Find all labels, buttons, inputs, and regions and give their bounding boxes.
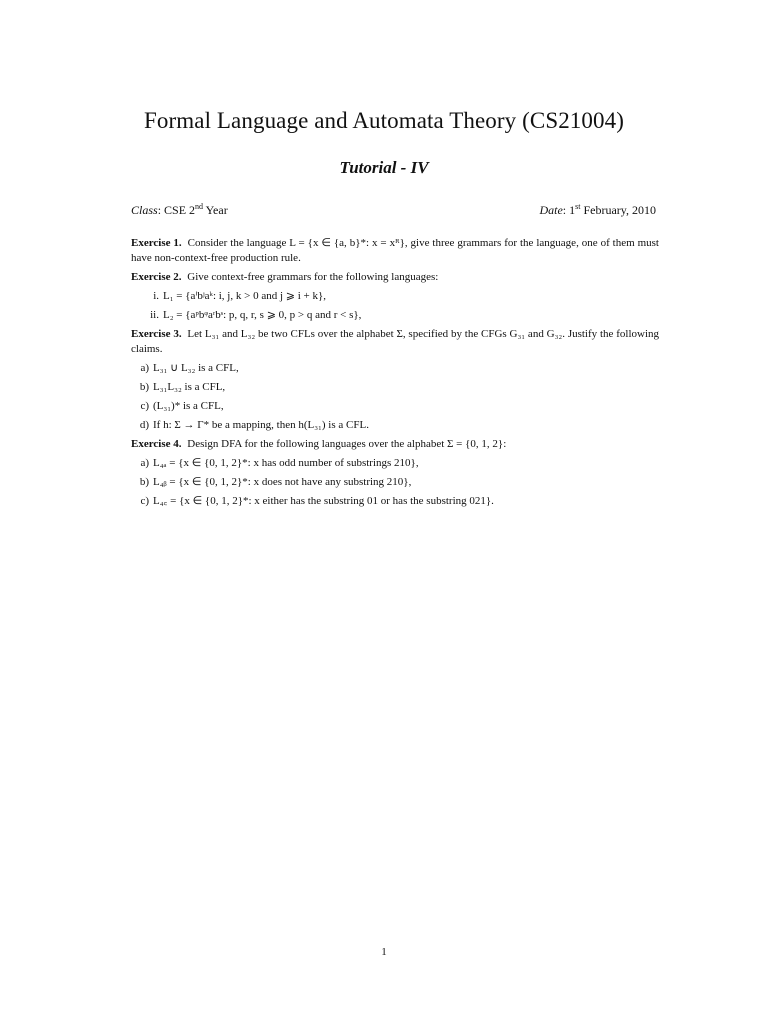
exercise-3-item — [131, 380, 659, 395]
date-value-prefix: : 1 — [562, 203, 576, 217]
exercise-4-item — [131, 494, 659, 509]
exercise-2-label: Exercise 2. — [131, 271, 182, 283]
class-value-suffix: Year — [203, 203, 228, 217]
class-sup: nd — [195, 202, 204, 211]
date-info — [539, 202, 656, 218]
exercise-1 — [131, 236, 659, 266]
item-text: L₄ᵦ = {x ∈ {0, 1, 2}*: x does not have any substring 210}, — [153, 476, 412, 488]
exercise-3-text: Let L₃₁ and L₃₂ be two CFLs over the alphabet Σ, specified by the CFGs G₃₁ and G₃₂. Justify the following claims. — [131, 328, 659, 355]
exercise-4-item — [131, 456, 659, 471]
class-info — [131, 202, 228, 218]
exercise-3-item — [131, 399, 659, 414]
exercise-2 — [131, 270, 659, 285]
exercise-2-item — [131, 308, 659, 323]
item-text: L₂ = {aᵖbᵠaʳbˢ: p, q, r, s ⩾ 0, p > q and r < s}, — [163, 309, 362, 321]
date-sup: st — [575, 202, 581, 211]
exercise-4-item — [131, 475, 659, 490]
item-label: a) — [140, 457, 149, 469]
exercise-1-text: Consider the language L = {x ∈ {a, b}*: x = xᴿ}, give three grammars for the language, one of them must have non-context-free production rule. — [131, 237, 659, 264]
exercise-3-label: Exercise 3. — [131, 328, 182, 340]
item-text: L₁ = {aⁱbʲaᵏ: i, j, k > 0 and j ⩾ i + k}, — [163, 290, 327, 302]
item-label: ii. — [150, 309, 159, 321]
item-text: (L₃₁)* is a CFL, — [153, 400, 224, 412]
page-number: 1 — [381, 946, 387, 958]
exercise-3-item — [131, 361, 659, 376]
exercise-3-item — [131, 418, 659, 433]
item-label: a) — [140, 362, 149, 374]
item-label: c) — [140, 495, 149, 507]
class-label: Class — [131, 203, 158, 217]
item-text: L₃₁L₃₂ is a CFL, — [153, 381, 226, 393]
exercise-4 — [131, 437, 659, 452]
exercise-4-text: Design DFA for the following languages over the alphabet Σ = {0, 1, 2}: — [187, 438, 507, 450]
page-subtitle: Tutorial - IV — [339, 158, 429, 177]
item-label: c) — [140, 400, 149, 412]
item-text: L₃₁ ∪ L₃₂ is a CFL, — [153, 362, 239, 374]
item-text: If h: Σ → Γ* be a mapping, then h(L₃₁) is a CFL. — [153, 419, 369, 431]
item-text: L₄꜀ = {x ∈ {0, 1, 2}*: x either has the substring 01 or has the substring 021}. — [153, 495, 494, 507]
item-label: b) — [139, 381, 149, 393]
exercise-2-text: Give context-free grammars for the following languages: — [187, 271, 439, 283]
class-value-prefix: : CSE 2 — [157, 203, 196, 217]
page-title: Formal Language and Automata Theory (CS21004) — [144, 108, 624, 133]
exercise-1-label: Exercise 1. — [131, 237, 182, 249]
item-label: d) — [139, 419, 149, 431]
item-label: i. — [153, 290, 159, 302]
item-text: L₄ₐ = {x ∈ {0, 1, 2}*: x has odd number of substrings 210}, — [153, 457, 419, 469]
exercise-4-label: Exercise 4. — [131, 438, 182, 450]
item-label: b) — [139, 476, 149, 488]
exercise-list — [131, 236, 659, 513]
date-value-suffix: February, 2010 — [580, 203, 656, 217]
date-label: Date — [539, 203, 563, 217]
exercise-2-item — [131, 289, 659, 304]
exercise-3 — [131, 327, 659, 357]
